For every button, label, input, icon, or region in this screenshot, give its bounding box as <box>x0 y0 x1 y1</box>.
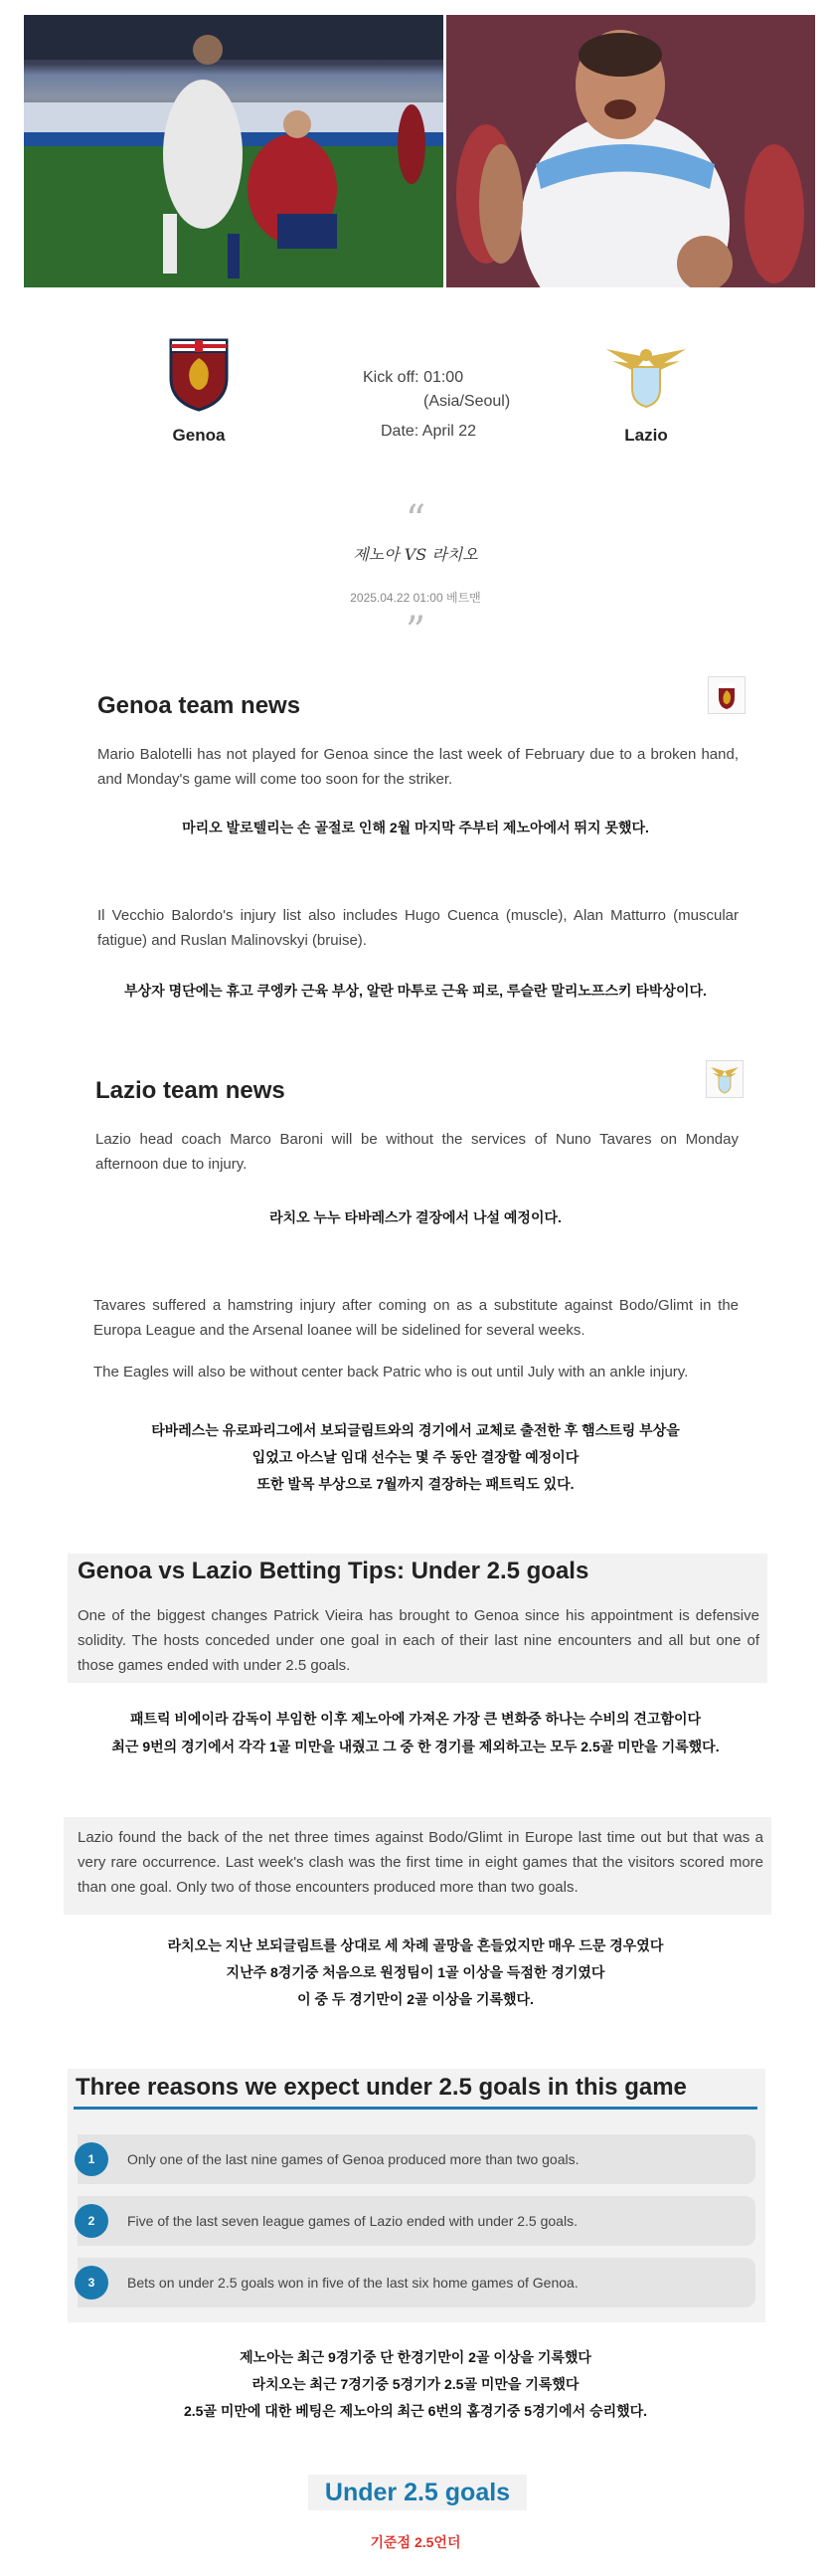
lazio-news-korean-2c: 또한 발목 부상으로 7월까지 결장하는 패트릭도 있다. <box>256 1476 575 1492</box>
lazio-news-paragraph-3: The Eagles will also be without center back Patric who is out until July with an ankle injury. <box>93 1364 689 1380</box>
reason-number-1: 1 <box>75 2142 108 2176</box>
reason-item-1 <box>78 2134 755 2184</box>
reason-number-2: 2 <box>75 2204 108 2238</box>
reasons-korean-1: 제노아는 최근 9경기중 단 한경기만이 2골 이상을 기록했다 <box>240 2349 591 2365</box>
open-quote-icon: “ <box>405 497 426 543</box>
genoa-news-heading: Genoa team news <box>97 692 301 719</box>
tips-korean-1b: 최근 9번의 경기에서 각각 1골 미만을 내줬고 그 중 한 경기를 제외하고는 모두 2.5골 미만을 기록했다. <box>111 1739 720 1754</box>
reasons-divider <box>74 2107 757 2110</box>
match-photo-genoa <box>24 15 443 287</box>
player-celebration-illustration <box>446 15 815 287</box>
reason-text: Only one of the last nine games of Genoa produced more than two goals. <box>127 2151 580 2167</box>
tips-paragraph-2: Lazio found the back of the net three times against Bodo/Glimt in Europe last time out but that was a very rare occurrence. Last week's clash was the first time in eight games that the visitors scored more than one goal. Only two of those encounters produced more than two goals. <box>78 1829 763 1896</box>
close-quote-icon: ” <box>405 609 426 654</box>
lazio-crest <box>604 343 688 414</box>
reason-item-2 <box>78 2196 755 2246</box>
verdict-pick: Under 2.5 goals <box>308 2475 527 2510</box>
lazio-news-korean-2a: 타바레스는 유로파리그에서 보되글림트와의 경기에서 교체로 출전한 후 햄스트링 부상을 <box>151 1422 680 1438</box>
lazio-news-korean-1: 라치오 누누 타바레스가 결장에서 나설 예정이다. <box>269 1209 562 1225</box>
genoa-news-paragraph-1: Mario Balotelli has not played for Genoa since the last week of February due to a broken hand, and Monday's game will come too soon for the striker. <box>97 746 739 788</box>
lazio-news-paragraph-2: Tavares suffered a hamstring injury after coming on as a substitute against Bodo/Glimt in the Europa League and the Arsenal loanee will be sidelined for several weeks. <box>93 1297 739 1339</box>
lazio-news-heading: Lazio team news <box>95 1077 285 1104</box>
reason-number-3: 3 <box>75 2266 108 2300</box>
match-meta: 2025.04.22 01:00 베트맨 <box>350 591 481 605</box>
tips-korean-1a: 패트릭 비에이라 감독이 부임한 이후 제노아에 가져온 가장 큰 변화중 하나는 수비의 견고함이다 <box>129 1711 702 1727</box>
kickoff-time: Kick off: 01:00 <box>363 369 464 386</box>
lazio-news-korean-2b: 입었고 아스날 임대 선수는 몇 주 동안 결장할 예정이다 <box>251 1449 580 1465</box>
reason-text: Five of the last seven league games of Lazio ended with under 2.5 goals. <box>127 2213 578 2229</box>
genoa-crest <box>169 338 229 417</box>
tips-heading: Genoa vs Lazio Betting Tips: Under 2.5 goals <box>78 1558 589 1584</box>
match-title: 제노아 VS 라치오 <box>353 545 478 564</box>
genoa-news-korean-2: 부상자 명단에는 휴고 쿠엥카 근육 부상, 알란 마투로 근육 피로, 루슬란 말리노프스키 타박상이다. <box>124 983 707 999</box>
tips-box-2 <box>64 1817 771 1915</box>
lazio-small-crest-icon <box>706 1060 744 1098</box>
reasons-korean-2: 라치오는 최근 7경기중 5경기가 2.5골 미만을 기록했다 <box>251 2376 580 2392</box>
verdict-pick-korean: 기준점 2.5언더 <box>370 2534 461 2550</box>
reasons-korean-3: 2.5골 미만에 대한 베팅은 제노아의 최근 6번의 홈경기중 5경기에서 승리했다. <box>183 2403 648 2419</box>
tips-paragraph-1: One of the biggest changes Patrick Vieira has brought to Genoa since his appointment is defensive solidity. The hosts conceded under one goal in each of their last nine encounters and all but one of those games ended with under 2.5 goals. <box>78 1607 759 1674</box>
reason-item-3 <box>78 2258 755 2307</box>
match-date: Date: April 22 <box>381 423 477 440</box>
tips-korean-2c: 이 중 두 경기만이 2골 이상을 기록했다. <box>297 1991 534 2007</box>
match-photo-lazio <box>446 15 815 287</box>
reasons-heading: Three reasons we expect under 2.5 goals in this game <box>76 2074 687 2101</box>
tips-box-1 <box>68 1554 767 1683</box>
genoa-news-korean-1: 마리오 발로텔리는 손 골절로 인해 2월 마지막 주부터 제노아에서 뛰지 못했다. <box>182 820 649 835</box>
tips-korean-2b: 지난주 8경기중 처음으로 원정팀이 1골 이상을 득점한 경기였다 <box>226 1964 605 1980</box>
away-team-name: Lazio <box>624 426 668 445</box>
tips-korean-2a: 라치오는 지난 보되글림트를 상대로 세 차례 골망을 흔들었지만 매우 드문 경우였다 <box>167 1937 664 1953</box>
players-illustration <box>24 15 443 287</box>
lazio-news-paragraph-1: Lazio head coach Marco Baroni will be without the services of Nuno Tavares on Monday afternoon due to injury. <box>95 1131 739 1173</box>
kickoff-timezone: (Asia/Seoul) <box>423 393 511 410</box>
genoa-small-crest-icon <box>708 676 746 714</box>
genoa-news-paragraph-2: Il Vecchio Balordo's injury list also includes Hugo Cuenca (muscle), Alan Matturro (muscular fatigue) and Ruslan Malinovskyi (bruise). <box>97 907 739 949</box>
reason-text: Bets on under 2.5 goals won in five of the last six home games of Genoa. <box>127 2275 579 2291</box>
home-team-name: Genoa <box>172 426 226 445</box>
